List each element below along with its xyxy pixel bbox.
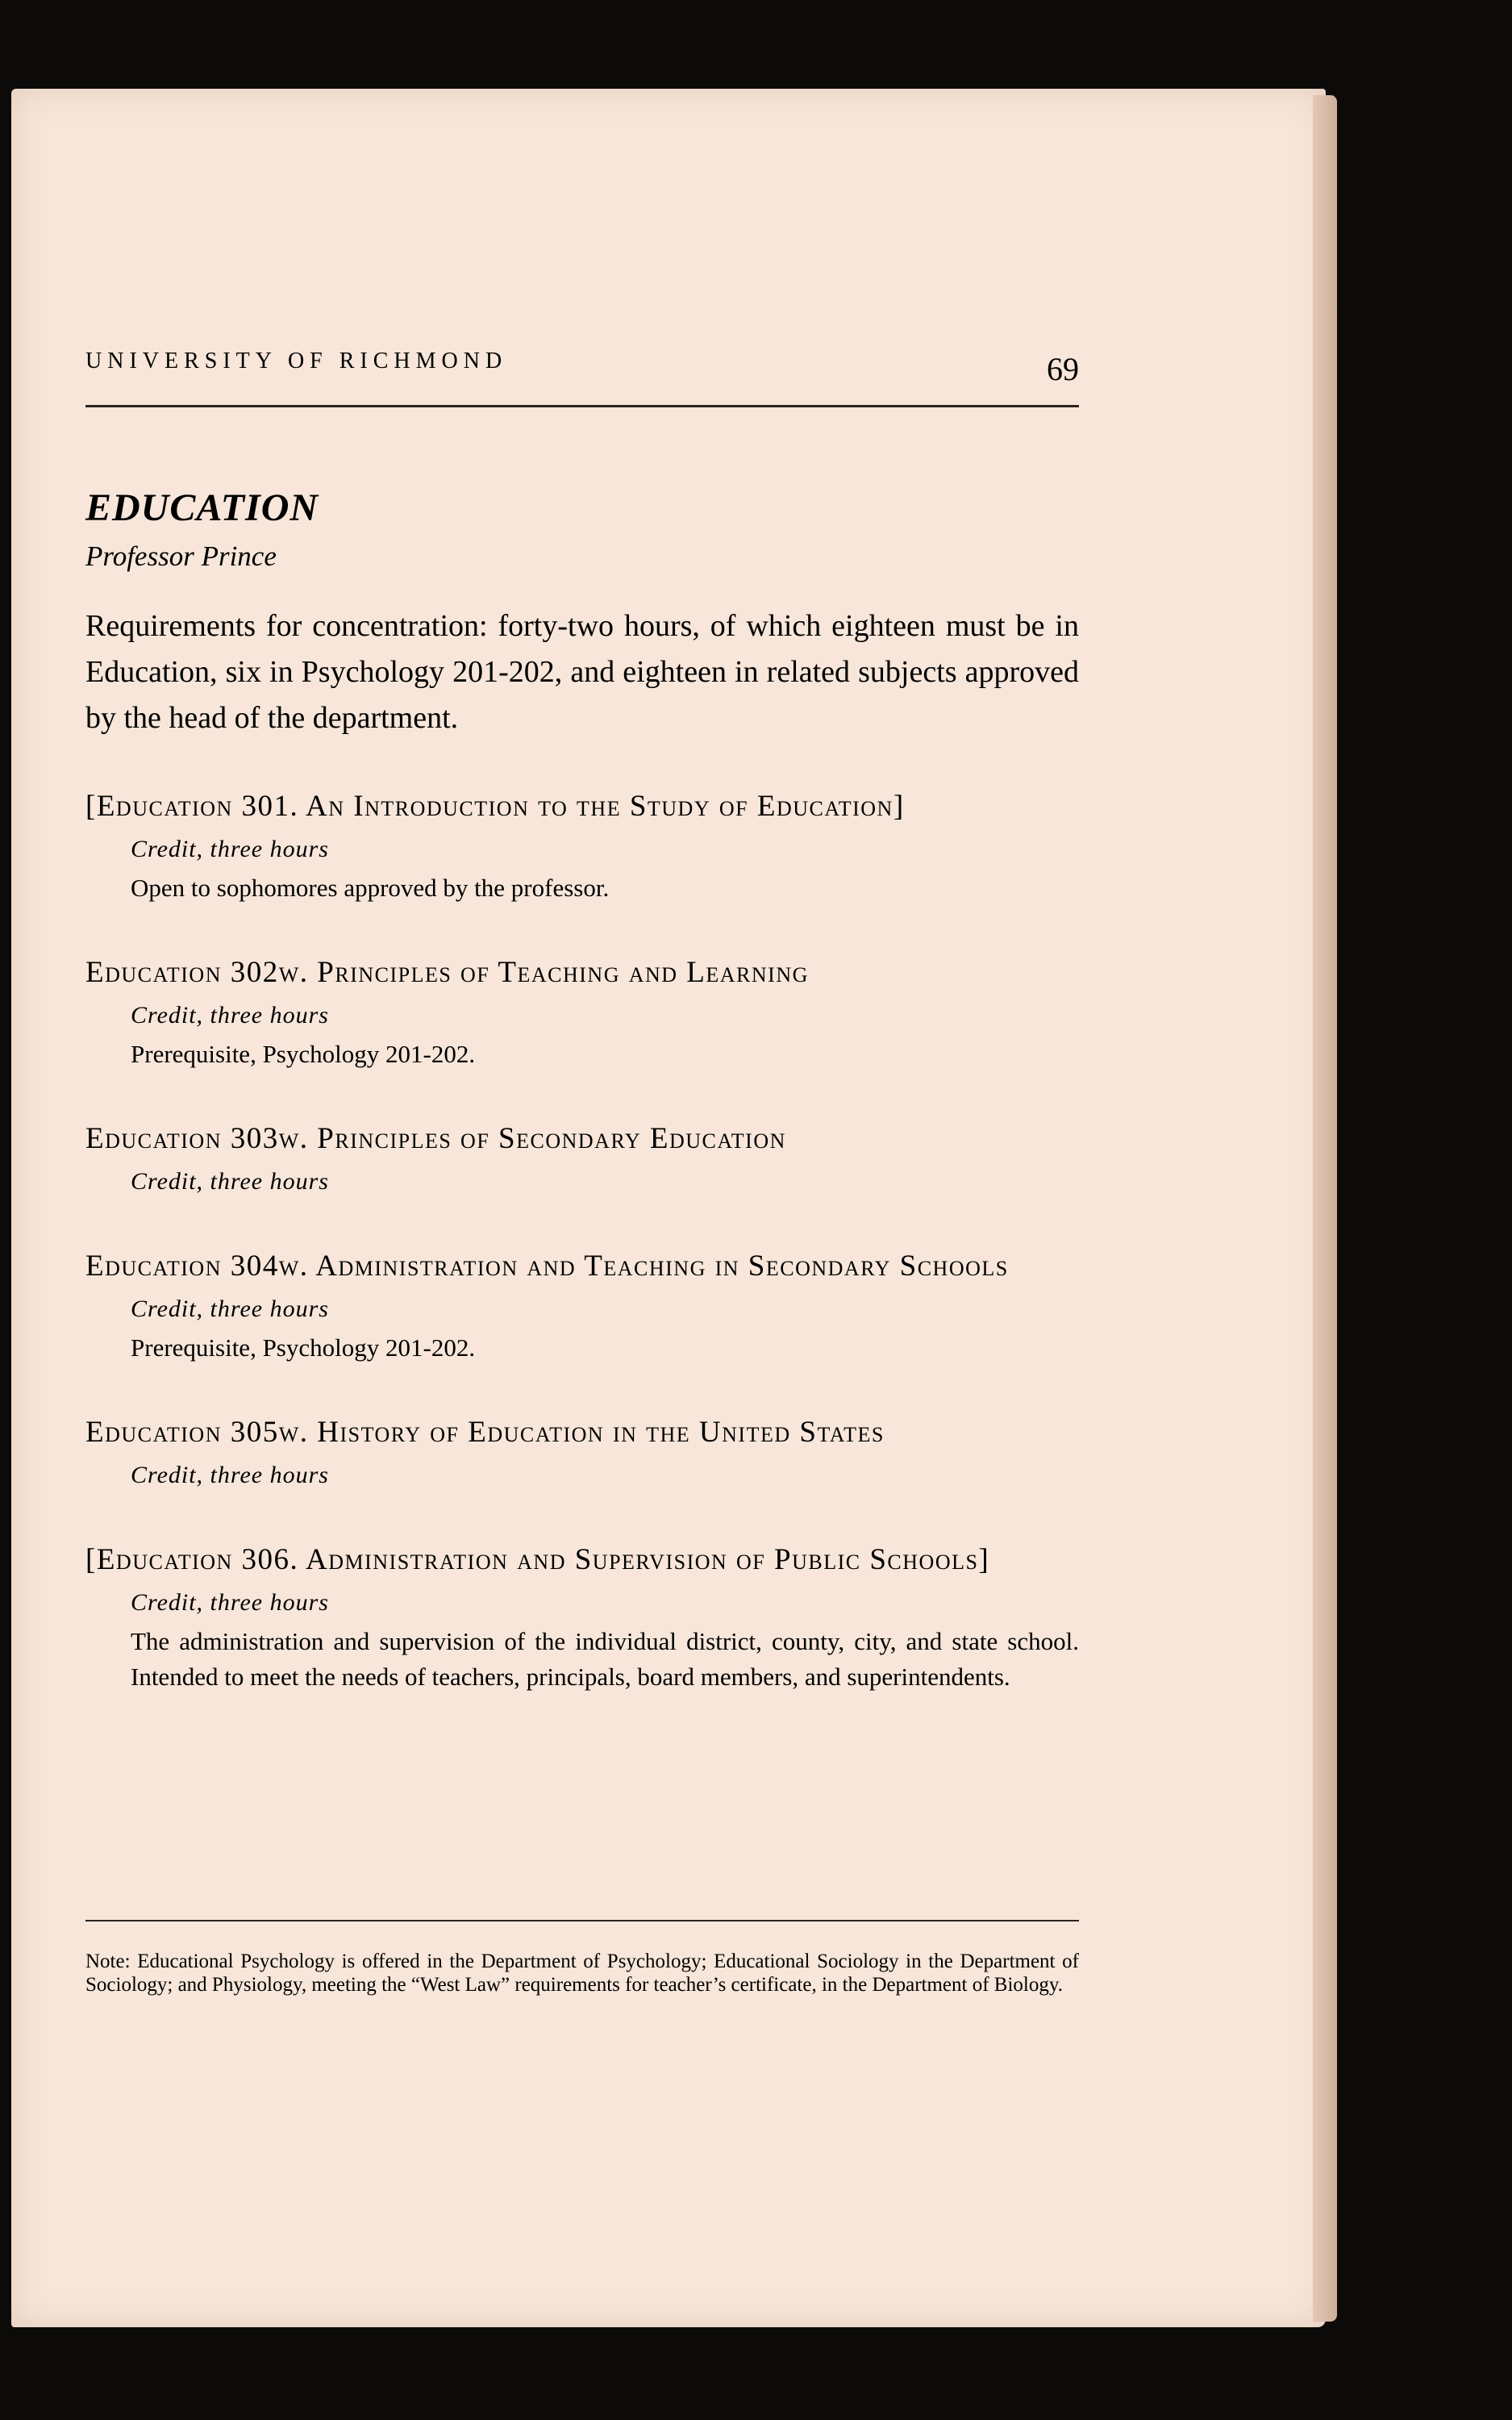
page-edge bbox=[1313, 95, 1337, 2322]
footnote: Note: Educational Psychology is offered in the Department of Psychology; Educational Sociology in the Department of Sociology; and Physiology, meeting the “West Law” requirements for teacher’s certificate, in the Department of Biology. bbox=[85, 1951, 1079, 1996]
course-title: [Education 306. Administration and Supervision of Public Schools] bbox=[85, 1543, 990, 1576]
course-title: [Education 301. An Introduction to the Study of Education] bbox=[85, 790, 905, 823]
concentration-requirements: Requirements for concentration: forty-two hours, of which eighteen must be in Education, six in Psychology 201-202, and eighteen in related subjects approved by the head of the department. bbox=[85, 609, 1079, 735]
course-education-302w bbox=[85, 951, 1079, 1072]
course-title: Education 304w. Administration and Teaching in Secondary Schools bbox=[85, 1250, 1009, 1283]
course-credit: Credit, three hours bbox=[131, 1462, 329, 1488]
course-title: Education 302w. Principles of Teaching and Learning bbox=[85, 956, 809, 989]
course-description: Open to sophomores approved by the professor. bbox=[131, 874, 610, 902]
course-title: Education 305w. History of Education in the United States bbox=[85, 1416, 885, 1449]
course-education-305w bbox=[85, 1411, 1079, 1493]
course-education-306 bbox=[85, 1538, 1079, 1695]
course-credit: Credit, three hours bbox=[131, 836, 329, 862]
running-header bbox=[85, 345, 1079, 407]
course-credit: Credit, three hours bbox=[131, 1296, 329, 1322]
course-credit: Credit, three hours bbox=[131, 1168, 329, 1195]
course-description: Prerequisite, Psychology 201-202. bbox=[131, 1333, 476, 1362]
course-education-304w bbox=[85, 1245, 1079, 1366]
course-education-303w bbox=[85, 1117, 1079, 1200]
course-education-301 bbox=[85, 785, 1079, 906]
department-title: EDUCATION bbox=[85, 486, 319, 529]
page-content bbox=[85, 484, 1079, 1695]
course-title: Education 303w. Principles of Secondary Education bbox=[85, 1122, 786, 1155]
course-credit: Credit, three hours bbox=[131, 1002, 329, 1028]
page-number: 69 bbox=[1047, 351, 1079, 387]
course-description: The administration and supervision of the individual district, county, city, and state school. Intended to meet the needs of teachers, principals, board members, and superintendents. bbox=[131, 1627, 1079, 1691]
course-description: Prerequisite, Psychology 201-202. bbox=[131, 1040, 476, 1068]
professor-name: Professor Prince bbox=[85, 540, 277, 572]
header-title: UNIVERSITY OF RICHMOND bbox=[85, 348, 508, 373]
course-credit: Credit, three hours bbox=[131, 1589, 329, 1616]
footnote-divider bbox=[85, 1920, 1079, 1921]
